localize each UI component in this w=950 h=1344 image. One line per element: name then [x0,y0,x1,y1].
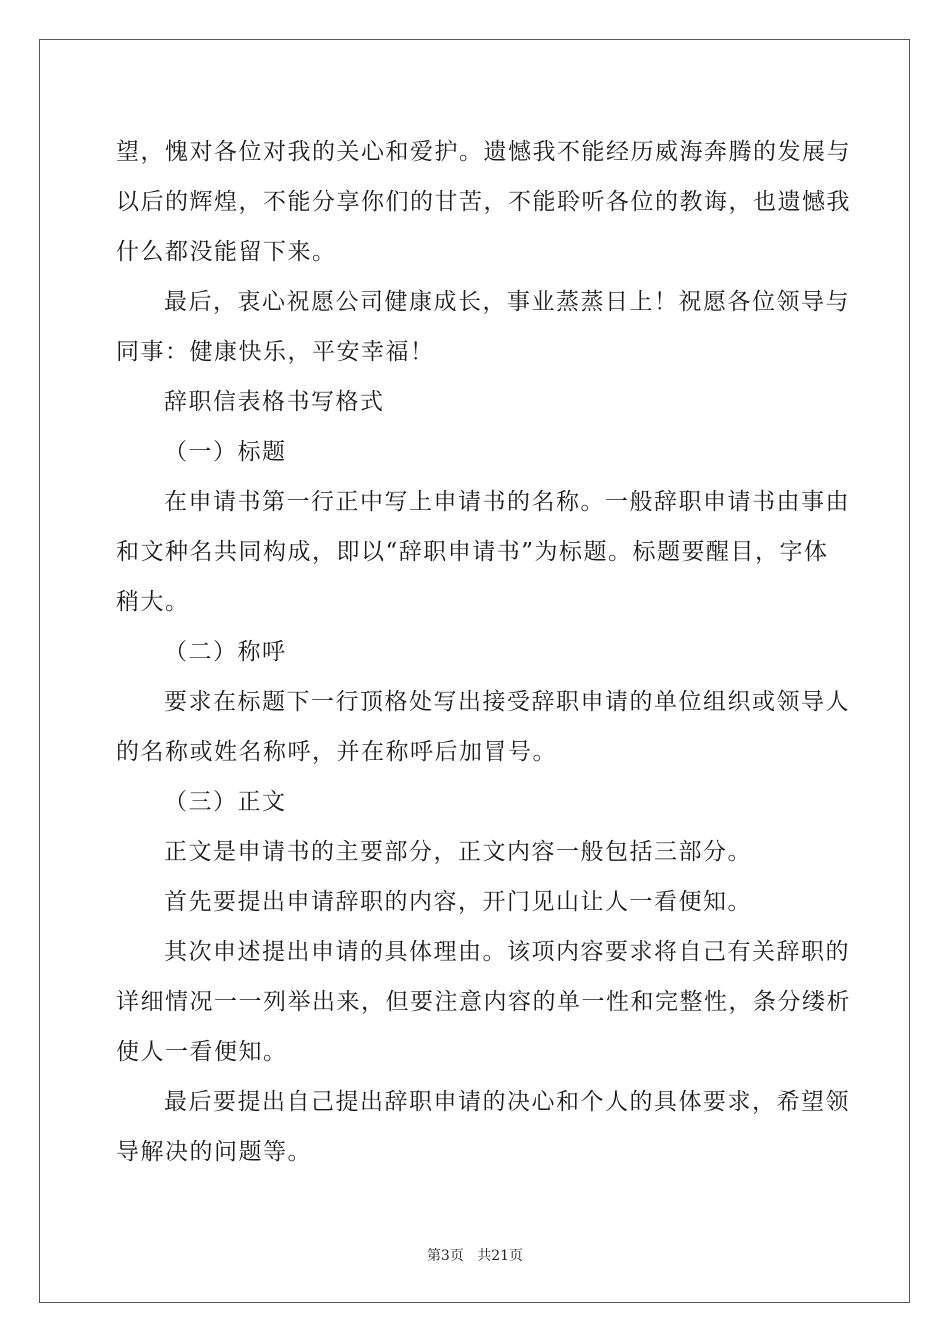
text-line: 和文种名共同构成，即以“辞职申请书”为标题。标题要醒目，字体 [116,539,829,565]
page-footer [0,1245,950,1265]
document-body [116,127,851,1177]
text-line: 首先要提出申请辞职的内容，开门见山让人一看便知。 [164,889,752,915]
text-line: 使人一看便知。 [116,1039,288,1065]
text-line: 正文是申请书的主要部分，正文内容一般包括三部分。 [164,839,752,865]
text-line: 导解决的问题等。 [116,1139,312,1165]
text-line: 在申请书第一行正中写上申请书的名称。一般辞职申请书由事由 [164,489,850,515]
text-line: 望，愧对各位对我的关心和爱护。遗憾我不能经历威海奔腾的发展与 [116,139,851,165]
page-total: 共21页 [477,1248,524,1264]
text-line: 同事：健康快乐，平安幸福！ [116,339,435,365]
subsection-heading: （二）称呼 [164,639,287,665]
text-line: 稍大。 [116,589,190,615]
text-line: 什么都没能留下来。 [116,239,337,265]
subsection-heading: （三）正文 [164,789,287,815]
page-number: 第3页 [426,1248,464,1264]
subsection-heading: （一）标题 [164,439,287,465]
text-line: 最后要提出自己提出辞职申请的决心和个人的具体要求，希望领 [164,1089,850,1115]
text-line: 其次申述提出申请的具体理由。该项内容要求将自己有关辞职的 [164,939,850,965]
section-title: 辞职信表格书写格式 [164,389,385,415]
text-line: 要求在标题下一行顶格处写出接受辞职申请的单位组织或领导人 [164,689,850,715]
text-line: 最后，衷心祝愿公司健康成长，事业蒸蒸日上！祝愿各位领导与 [164,289,850,315]
text-line: 的名称或姓名称呼，并在称呼后加冒号。 [116,739,557,765]
text-line: 详细情况一一列举出来，但要注意内容的单一性和完整性，条分缕析 [116,989,851,1015]
text-line: 以后的辉煌，不能分享你们的甘苦，不能聆听各位的教诲，也遗憾我 [116,189,851,215]
